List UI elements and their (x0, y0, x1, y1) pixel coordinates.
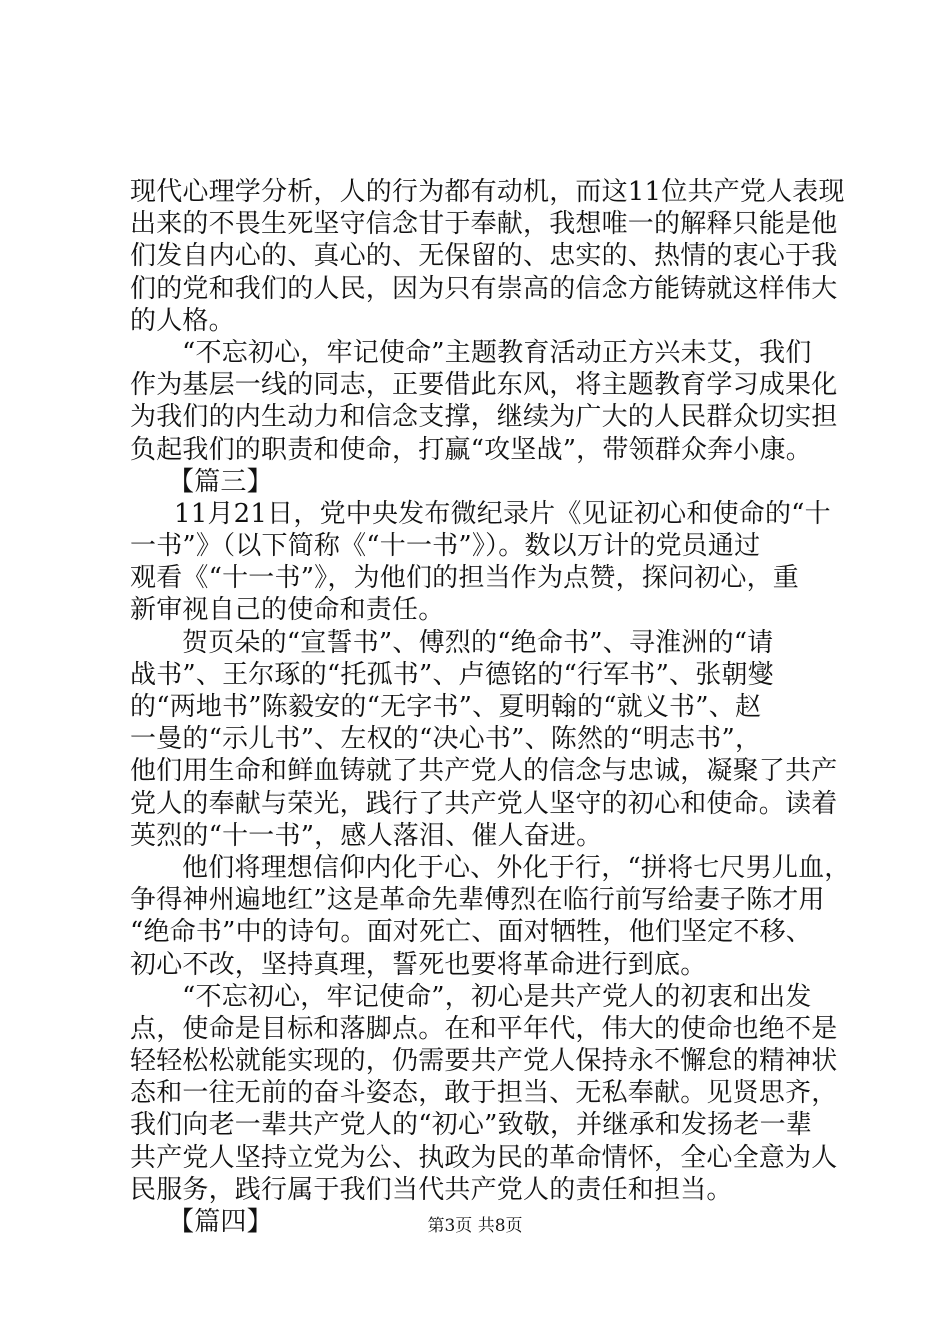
paragraph-line: 英烈的“十一书”，感人落泪、催人奋进。 (130, 820, 603, 851)
paragraph-line: 现代心理学分析，人的行为都有动机，而这11位共产党人表现 (130, 177, 845, 207)
document-body (130, 176, 851, 1238)
paragraph-line: 出来的不畏生死坚守信念甘于奉献，我想唯一的解释只能是他 (130, 209, 838, 240)
page-number-footer: 第3页 共8页 (427, 1216, 523, 1236)
paragraph-line: 态和一往无前的奋斗姿态，敢于担当、无私奉献。见贤思齐， (130, 1078, 838, 1109)
paragraph-line: 观看《“十一书”》，为他们的担当作为点赞，探问初心，重 (130, 563, 799, 594)
paragraph-line: 党人的奉献与荣光，践行了共产党人坚守的初心和使命。读着 (130, 788, 838, 819)
paragraph-line: “不忘初心，牢记使命”，初心是共产党人的初衷和出发 (182, 981, 812, 1012)
paragraph-line: “绝命书”中的诗句。面对死亡、面对牺牲，他们坚定不移、 (130, 917, 812, 948)
paragraph-line: 为我们的内生动力和信念支撑，继续为广大的人民群众切实担 (130, 402, 838, 433)
paragraph-line: 我们向老一辈共产党人的“初心”致敬，并继承和发扬老一辈 (130, 1110, 812, 1141)
paragraph-line: 一书”》（以下简称《“十一书”》）。数以万计的党员通过 (130, 531, 761, 562)
section-heading: 【篇三】 (168, 466, 273, 497)
paragraph-line: 新审视自己的使命和责任。 (130, 595, 445, 626)
paragraph-line: 共产党人坚持立党为公、执政为民的革命情怀，全心全意为人 (130, 1142, 838, 1173)
paragraph-line: 贺页朵的“宣誓书”、傅烈的“绝命书”、寻淮洲的“请 (182, 627, 774, 658)
paragraph-line: 负起我们的职责和使命，打赢“攻坚战”，带领群众奔小康。 (130, 434, 812, 465)
paragraph-line: 战书”、王尔琢的“托孤书”、卢德铭的“行军书”、张朝燮 (130, 659, 774, 690)
section-heading: 【篇四】 (168, 1207, 273, 1237)
paragraph-line: 初心不改，坚持真理，誓死也要将革命进行到底。 (130, 949, 707, 980)
paragraph-line: 们发自内心的、真心的、无保留的、忠实的、热情的衷心于我 (130, 241, 838, 272)
paragraph-line: 民服务，践行属于我们当代共产党人的责任和担当。 (130, 1174, 733, 1205)
paragraph-line: 他们用生命和鲜血铸就了共产党人的信念与忠诚，凝聚了共产 (130, 756, 838, 787)
paragraph-line: 作为基层一线的同志，正要借此东风，将主题教育学习成果化 (130, 370, 838, 401)
paragraph-line: 的人格。 (130, 305, 235, 336)
paragraph-line: 点，使命是目标和落脚点。在和平年代，伟大的使命也绝不是 (130, 1013, 838, 1044)
paragraph-line: 轻轻松松就能实现的，仍需要共产党人保持永不懈怠的精神状 (130, 1046, 838, 1077)
paragraph-line: 的“两地书”陈毅安的“无字书”、夏明翰的“就义书”、赵 (130, 692, 762, 722)
paragraph-line: 争得神州遍地红”这是革命先辈傅烈在临行前写给妻子陈才用 (130, 885, 825, 916)
paragraph-line: 一曼的“示儿书”、左权的“决心书”、陈然的“明志书”， (130, 724, 762, 755)
paragraph-line: 们的党和我们的人民，因为只有崇高的信念方能铸就这样伟大 (130, 273, 838, 304)
paragraph-line: “不忘初心，牢记使命”主题教育活动正方兴未艾，我们 (182, 337, 812, 368)
paragraph-line: 11月21日，党中央发布微纪录片《见证初心和使命的“十 (174, 498, 831, 529)
paragraph-line: 他们将理想信仰内化于心、外化于行，“拼将七尺男儿血， (182, 852, 851, 883)
